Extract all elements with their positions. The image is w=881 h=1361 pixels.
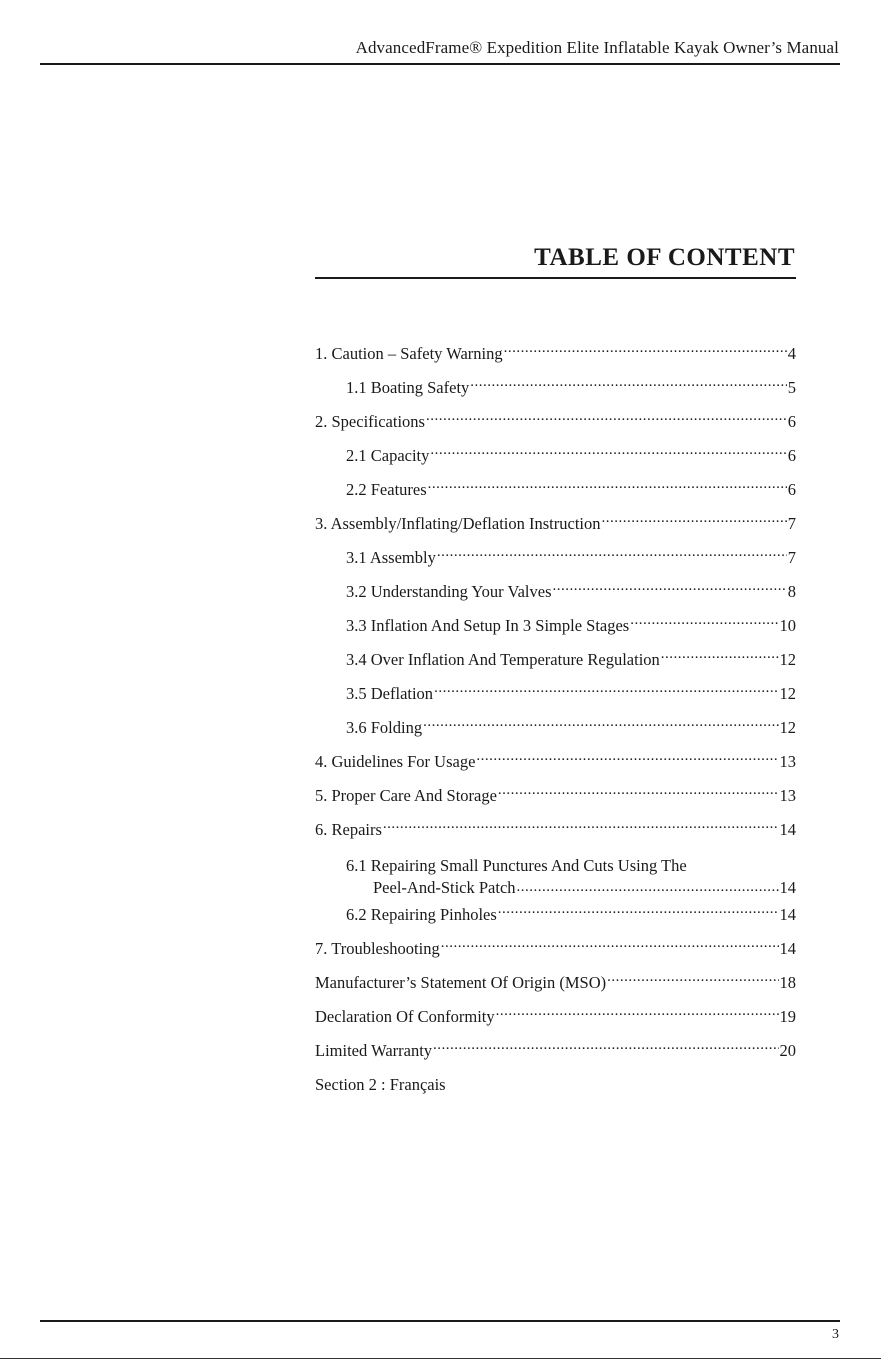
page-number: 3 [832, 1327, 839, 1342]
toc-entry-title: 7. Troubleshooting [315, 939, 440, 958]
dot-leader [607, 972, 778, 989]
toc-entry-title-continued: Peel-And-Stick Patch [373, 877, 516, 897]
title-rule [315, 277, 796, 279]
toc-entry [315, 578, 796, 612]
toc-entry-title: 6.1 Repairing Small Punctures And Cuts Using The [346, 856, 687, 875]
dot-leader [476, 751, 778, 768]
dot-leader [496, 1006, 779, 1023]
toc-entry-title: 3.4 Over Inflation And Temperature Regulation [346, 650, 660, 669]
toc-entry [315, 646, 796, 680]
dot-leader [498, 785, 779, 802]
toc-entry [315, 510, 796, 544]
dot-leader [430, 445, 786, 462]
toc-entry-page: 5 [787, 378, 796, 397]
page-edge [0, 1358, 881, 1359]
toc-entry-page: 6 [787, 412, 796, 431]
toc-entry [315, 476, 796, 510]
toc-entry-page: 8 [787, 582, 796, 601]
toc-entry-page: 7 [787, 548, 796, 567]
toc-entry-page: 12 [779, 650, 796, 669]
toc-entry-title: 1.1 Boating Safety [346, 378, 470, 397]
dot-leader [428, 479, 787, 496]
toc-entry-title: 2. Specifications [315, 412, 425, 431]
toc-entry [315, 969, 796, 1003]
dot-leader [441, 938, 779, 955]
toc-entry [315, 408, 796, 442]
toc-entry [315, 680, 796, 714]
toc-entry-page: 14 [779, 820, 796, 839]
dot-leader [498, 904, 779, 921]
dot-leader [426, 411, 787, 428]
dot-leader [383, 819, 779, 836]
toc-entry-title: Limited Warranty [315, 1041, 433, 1060]
toc-entry-page: 14 [779, 939, 796, 958]
toc-entry [315, 901, 796, 935]
toc-entry [315, 612, 796, 646]
toc-entry-title: 6.2 Repairing Pinholes [346, 905, 497, 924]
dot-leader [630, 615, 778, 632]
toc-entry-page: 14 [779, 905, 796, 924]
toc-entry-title: 4. Guidelines For Usage [315, 752, 476, 771]
toc-entry-title: 3.5 Deflation [346, 684, 434, 703]
dot-leader [423, 717, 778, 734]
toc-entry-title: Declaration Of Conformity [315, 1007, 495, 1026]
toc-entry [315, 714, 796, 748]
toc-entry [315, 442, 796, 476]
toc-entry-page: 4 [787, 344, 796, 363]
toc-entry-page: 20 [779, 1041, 796, 1060]
toc-entry-page: 6 [787, 446, 796, 465]
toc-entry-page: 19 [779, 1007, 796, 1026]
dot-leader [517, 876, 779, 893]
toc-entry [315, 340, 796, 374]
dot-leader [553, 581, 787, 598]
toc-entry [315, 816, 796, 850]
toc-entry-title: 1. Caution – Safety Warning [315, 344, 503, 363]
toc-title: TABLE OF CONTENT [534, 244, 795, 271]
toc-entry-title: 3.1 Assembly [346, 548, 436, 567]
dot-leader [504, 343, 787, 360]
dot-leader [470, 377, 786, 394]
toc-entry [315, 544, 796, 578]
toc-entry-title: 6. Repairs [315, 820, 382, 839]
toc-entry-title: 3.2 Understanding Your Valves [346, 582, 552, 601]
toc-entry [315, 1071, 796, 1105]
toc-entry-page: 18 [779, 973, 796, 992]
toc-entry [315, 374, 796, 408]
dot-leader [433, 1040, 778, 1057]
dot-leader [434, 683, 778, 700]
toc-entry-title: 3.3 Inflation And Setup In 3 Simple Stages [346, 616, 630, 635]
toc-entry [315, 1037, 796, 1071]
toc-entry-page: 10 [779, 616, 796, 635]
toc-entry-page: 13 [779, 786, 796, 805]
toc-list [315, 340, 796, 1105]
header-rule [40, 63, 840, 65]
toc-entry [315, 748, 796, 782]
toc-entry-page: 14 [779, 877, 796, 897]
toc-entry-page: 12 [779, 718, 796, 737]
running-header: AdvancedFrame® Expedition Elite Inflatable Kayak Owner’s Manual [355, 38, 839, 57]
toc-entry [315, 1003, 796, 1037]
dot-leader [437, 547, 787, 564]
toc-entry-title: Manufacturer’s Statement Of Origin (MSO) [315, 973, 607, 992]
toc-entry-page: 7 [787, 514, 796, 533]
toc-entry [315, 935, 796, 969]
dot-leader [602, 513, 787, 530]
toc-entry-title: 3. Assembly/Inflating/Deflation Instruction [315, 514, 601, 533]
toc-entry-title: Section 2 : Français [315, 1075, 446, 1094]
toc-entry-title: 5. Proper Care And Storage [315, 786, 497, 805]
toc-entry-page: 12 [779, 684, 796, 703]
toc-entry-page: 6 [787, 480, 796, 499]
toc-entry-title: 2.1 Capacity [346, 446, 430, 465]
toc-entry-page: 13 [779, 752, 796, 771]
footer-rule [40, 1320, 840, 1322]
toc-entry-title: 3.6 Folding [346, 718, 423, 737]
dot-leader [661, 649, 779, 666]
toc-entry [315, 850, 796, 901]
toc-entry-title: 2.2 Features [346, 480, 427, 499]
toc-entry [315, 782, 796, 816]
